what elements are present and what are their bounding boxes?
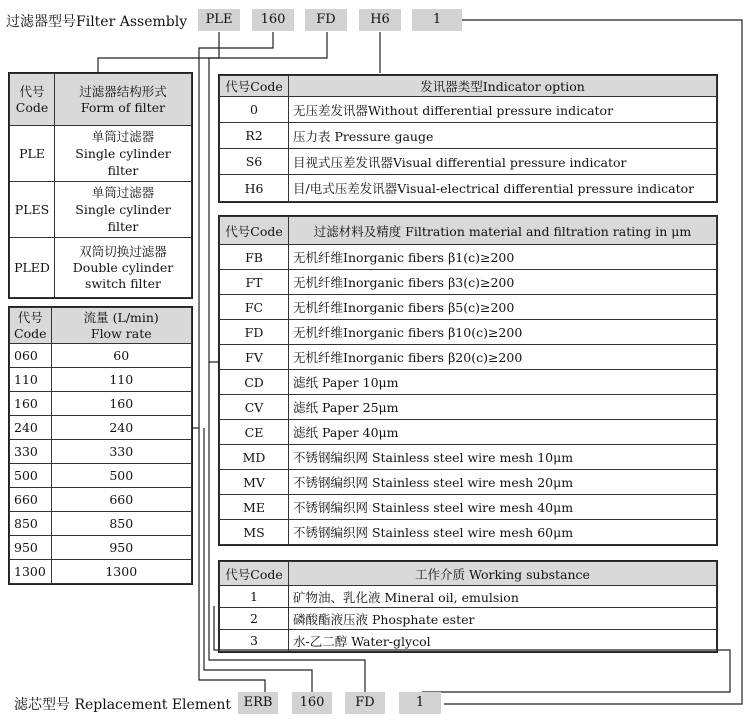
flow-row-value: 240 [51,416,192,440]
material-head-desc: 过滤材料及精度 Filtration material and filtration rating in μm [289,217,717,245]
flow-row-code: 1300 [10,560,52,584]
flow-row-code: 950 [10,536,52,560]
material-head-code: 代号Code [220,217,289,245]
material-row-code: FV [220,345,289,370]
material-row-code: FC [220,295,289,320]
material-table [219,216,717,545]
flow-row-value: 330 [51,440,192,464]
flow-table [9,307,192,584]
flow-row-code: 240 [10,416,52,440]
flow-row-code: 160 [10,392,52,416]
material-row-desc: 无机纤维Inorganic fibers β10(c)≥200 [289,320,717,345]
substance-head-code: 代号Code [220,562,289,586]
form-table-head-desc: 过滤器结构形式 Form of filter [55,74,192,126]
flow-row-value: 850 [51,512,192,536]
indicator-row-code: 0 [220,97,289,123]
material-row-desc: 不锈钢编织网 Stainless steel wire mesh 40μm [289,495,717,520]
form-row-code: PLE [10,126,55,182]
footer-code-box-material: FD [345,692,385,714]
substance-row-desc: 水-乙二醇 Water-glycol [289,630,717,652]
material-row-desc: 不锈钢编织网 Stainless steel wire mesh 10μm [289,445,717,470]
flow-row-value: 660 [51,488,192,512]
indicator-row-code: H6 [220,175,289,202]
flow-table-head-desc: 流量 (L/min) Flow rate [51,308,192,344]
indicator-table [219,75,717,202]
flow-row-value: 500 [51,464,192,488]
material-row-desc: 滤纸 Paper 40μm [289,420,717,445]
flow-row-code: 060 [10,344,52,368]
flow-row-code: 850 [10,512,52,536]
flow-row-value: 160 [51,392,192,416]
material-row-desc: 不锈钢编织网 Stainless steel wire mesh 20μm [289,470,717,495]
indicator-head-code: 代号Code [220,76,289,97]
material-row-desc: 无机纤维Inorganic fibers β20(c)≥200 [289,345,717,370]
code-box-form: PLE [198,9,240,31]
indicator-row-desc: 无压差发讯器Without differential pressure indicator [289,97,717,123]
footer-code-box-type: ERB [238,692,278,714]
flow-row-code: 500 [10,464,52,488]
flow-row-value: 60 [51,344,192,368]
form-row-desc: 单筒过滤器 Single cylinder filter [55,126,192,182]
indicator-head-desc: 发讯器类型Indicator option [289,76,717,97]
substance-row-code: 1 [220,586,289,608]
flow-row-code: 330 [10,440,52,464]
material-row-desc: 不锈钢编织网 Stainless steel wire mesh 60μm [289,520,717,545]
footer-code-box-substance: 1 [399,692,441,714]
flow-row-value: 1300 [51,560,192,584]
code-box-flow: 160 [252,9,294,31]
flow-table-head-code: 代号 Code [10,308,52,344]
substance-row-code: 2 [220,608,289,630]
indicator-row-code: S6 [220,149,289,175]
indicator-row-desc: 目视式压差发讯器Visual differential pressure indicator [289,149,717,175]
material-row-desc: 无机纤维Inorganic fibers β5(c)≥200 [289,295,717,320]
flow-row-value: 110 [51,368,192,392]
code-box-substance: 1 [412,9,462,31]
substance-row-desc: 矿物油、乳化液 Mineral oil, emulsion [289,586,717,608]
form-row-desc: 双筒切换过滤器 Double cylinder switch filter [55,238,192,298]
material-row-code: FD [220,320,289,345]
replacement-element-title: 滤芯型号 Replacement Element [14,697,232,713]
substance-row-desc: 磷酸酯液压液 Phosphate ester [289,608,717,630]
indicator-row-desc: 压力表 Pressure gauge [289,123,717,149]
filter-assembly-title: 过滤器型号Filter Assembly [6,14,188,30]
form-table-head-code: 代号 Code [10,74,55,126]
substance-row-code: 3 [220,630,289,652]
material-row-desc: 滤纸 Paper 10μm [289,370,717,395]
form-table [9,73,192,298]
material-row-desc: 滤纸 Paper 25μm [289,395,717,420]
material-row-code: FT [220,270,289,295]
material-row-code: CV [220,395,289,420]
substance-table [219,561,717,652]
form-row-desc: 单筒过滤器 Single cylinder filter [55,182,192,238]
form-row-code: PLED [10,238,55,298]
material-row-code: CD [220,370,289,395]
material-row-code: CE [220,420,289,445]
material-row-code: MS [220,520,289,545]
code-box-indicator: H6 [359,9,401,31]
material-row-code: MV [220,470,289,495]
footer-code-box-flow: 160 [292,692,332,714]
code-box-material: FD [305,9,347,31]
indicator-row-desc: 目/电式压差发讯器Visual-electrical differential pressure indicator [289,175,717,202]
material-row-code: FB [220,245,289,270]
flow-row-code: 110 [10,368,52,392]
flow-row-code: 660 [10,488,52,512]
material-row-desc: 无机纤维Inorganic fibers β1(c)≥200 [289,245,717,270]
material-row-desc: 无机纤维Inorganic fibers β3(c)≥200 [289,270,717,295]
substance-head-desc: 工作介质 Working substance [289,562,717,586]
indicator-row-code: R2 [220,123,289,149]
material-row-code: MD [220,445,289,470]
material-row-code: ME [220,495,289,520]
flow-row-value: 950 [51,536,192,560]
form-row-code: PLES [10,182,55,238]
